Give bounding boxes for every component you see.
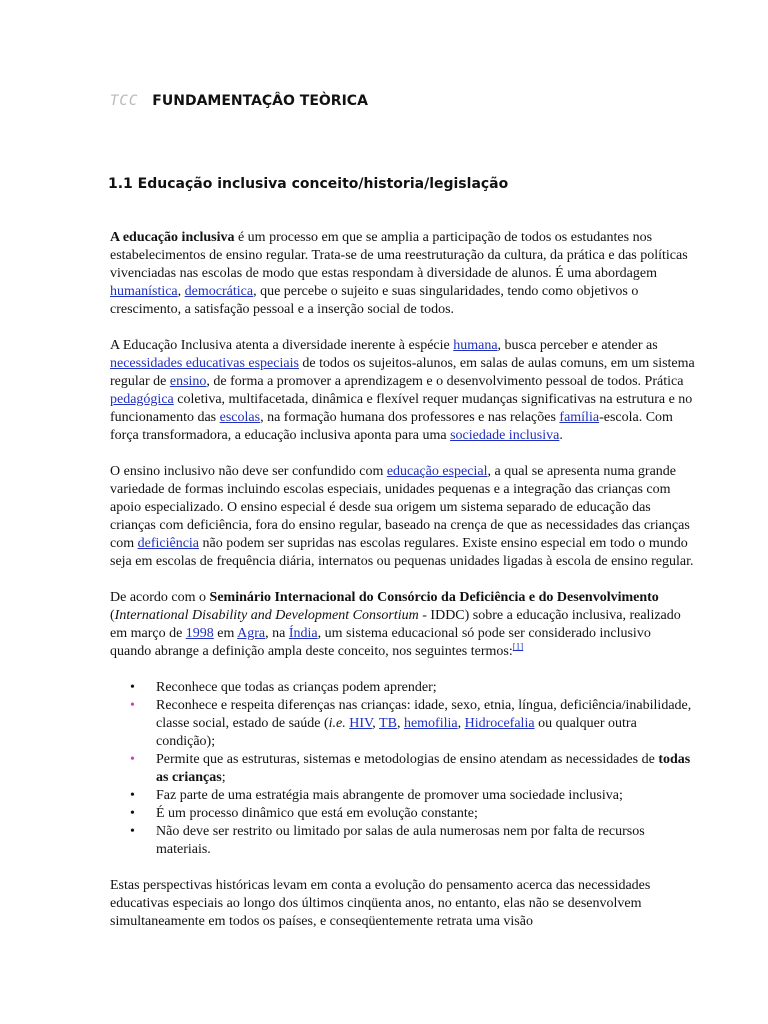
link-escolas[interactable]: escolas bbox=[219, 410, 261, 425]
link-india[interactable]: Índia bbox=[288, 626, 318, 641]
italic-term: i.e. bbox=[328, 716, 346, 731]
list-item bbox=[156, 751, 695, 787]
text: , bbox=[396, 716, 404, 731]
italic-term: International Disability and Development Consortium bbox=[114, 608, 419, 623]
text: , que percebe o sujeito e suas singularidades, tendo como objetivos o crescimento, a satisfação pessoal e a inserção social de todos. bbox=[110, 284, 639, 317]
text: não podem ser supridas nas escolas regulares. Existe ensino especial em todo o mundo seja em escolas de frequência diária, internatos ou pequenas unidades ligadas à escola de ensino regular. bbox=[110, 536, 694, 569]
bold-term: A educação inclusiva bbox=[110, 230, 235, 245]
text: A Educação Inclusiva atenta a diversidade inerente à espécie bbox=[110, 338, 454, 353]
tcc-label: TCC bbox=[110, 93, 139, 109]
paragraph-5 bbox=[110, 877, 695, 931]
link-humana[interactable]: humana bbox=[453, 338, 498, 353]
text: , na bbox=[265, 626, 289, 641]
text: em bbox=[213, 626, 238, 641]
link-hiv[interactable]: HIV bbox=[349, 716, 373, 731]
text: , a qual se apresenta numa grande variedade de formas incluindo escolas especiais, unidades pequenas e a integração das crianças com apoio especializado. O ensino especial é desde sua origem um sistema separado de educação das crianças com deficiência, fora do ensino regular, baseado na crença de que as necessidades das crianças com bbox=[110, 464, 690, 551]
paragraph-1 bbox=[110, 229, 695, 319]
link-necessidades-educativas[interactable]: necessidades educativas especiais bbox=[110, 356, 299, 371]
text: Não deve ser restrito ou limitado por salas de aula numerosas nem por falta de recursos materiais. bbox=[156, 824, 645, 857]
link-ensino[interactable]: ensino bbox=[169, 374, 207, 389]
link-familia[interactable]: família bbox=[559, 410, 600, 425]
link-deficiencia[interactable]: deficiência bbox=[137, 536, 200, 551]
list-item bbox=[156, 823, 695, 859]
document-title bbox=[110, 93, 368, 109]
title-text: FUNDAMENTAÇÂO TEÒRICA bbox=[152, 93, 368, 109]
link-democratica[interactable]: democrática bbox=[184, 284, 254, 299]
list-item bbox=[156, 697, 695, 751]
text: é um processo em que se amplia a participação de todos os estudantes nos estabelecimentos de ensino regular. Trata-se de uma reestruturação da cultura, da prática e das políticas vivenciadas nas escolas de modo que estas respondam à diversidade de alunos. É uma abordagem bbox=[110, 230, 688, 281]
link-sociedade-inclusiva[interactable]: sociedade inclusiva bbox=[450, 428, 560, 443]
link-agra[interactable]: Agra bbox=[237, 626, 266, 641]
text: Permite que as estruturas, sistemas e metodologias de ensino atendam as necessidades de bbox=[156, 752, 659, 767]
text: ( bbox=[110, 608, 115, 623]
text: Reconhece que todas as crianças podem aprender; bbox=[156, 680, 437, 695]
link-pedagogica[interactable]: pedagógica bbox=[110, 392, 174, 407]
section-heading: 1.1 Educação inclusiva conceito/historia/legislação bbox=[108, 176, 509, 192]
text: De acordo com o bbox=[110, 590, 210, 605]
list-item bbox=[156, 805, 695, 823]
paragraph-4 bbox=[110, 589, 695, 661]
list-item bbox=[156, 787, 695, 805]
text: O ensino inclusivo não deve ser confundido com bbox=[110, 464, 387, 479]
paragraph-3 bbox=[110, 463, 695, 571]
link-1998[interactable]: 1998 bbox=[185, 626, 214, 641]
link-hidrocefalia[interactable]: Hidrocefalia bbox=[464, 716, 535, 731]
document-body bbox=[110, 229, 695, 949]
text: , busca perceber e atender as bbox=[497, 338, 658, 353]
bold-term: Seminário Internacional do Consórcio da Deficiência e do Desenvolvimento bbox=[209, 590, 659, 605]
text: - IDDC) sobre a educação inclusiva, realizado em março de bbox=[110, 608, 681, 641]
text: -escola. Com força transformadora, a educação inclusiva aponta para uma bbox=[110, 410, 673, 443]
text: , na formação humana dos professores e nas relações bbox=[260, 410, 560, 425]
link-humanistica[interactable]: humanística bbox=[110, 284, 178, 299]
text: , bbox=[177, 284, 185, 299]
list-item bbox=[156, 679, 695, 697]
criteria-list bbox=[110, 679, 695, 859]
link-tb[interactable]: TB bbox=[379, 716, 397, 731]
bold-term: todas as crianças bbox=[156, 752, 691, 785]
text: , bbox=[372, 716, 380, 731]
text: , um sistema educacional só pode ser considerado inclusivo quando abrange a definição ampla deste conceito, nos seguintes termos: bbox=[110, 626, 651, 659]
link-hemofilia[interactable]: hemofilia bbox=[403, 716, 458, 731]
link-educacao-especial[interactable]: educação especial bbox=[386, 464, 488, 479]
paragraph-2 bbox=[110, 337, 695, 445]
text: ; bbox=[221, 770, 226, 785]
text: , de forma a promover a aprendizagem e o desenvolvimento pessoal de todos. Prática bbox=[206, 374, 684, 389]
text: ou qualquer outra condição); bbox=[156, 716, 637, 749]
text: , bbox=[457, 716, 465, 731]
text: Faz parte de uma estratégia mais abrangente de promover uma sociedade inclusiva; bbox=[156, 788, 623, 803]
text: . bbox=[559, 428, 563, 443]
text: Reconhece e respeita diferenças nas crianças: idade, sexo, etnia, língua, deficiência/inabilidade, classe social, estado de saúde ( bbox=[156, 698, 692, 731]
text: Estas perspectivas históricas levam em conta a evolução do pensamento acerca das necessidades educativas especiais ao longo dos últimos cinqüenta anos, no entanto, elas não se desenvolvem simultaneamente em todos os países, e conseqüentemente retrata uma visão bbox=[110, 878, 651, 929]
text: de todos os sujeitos-alunos, em salas de aulas comuns, em um sistema regular de bbox=[110, 356, 695, 389]
text: É um processo dinâmico que está em evolução constante; bbox=[156, 806, 478, 821]
text: coletiva, multifacetada, dinâmica e flexível requer mudanças significativas na estrutura e no funcionamento das bbox=[110, 392, 693, 425]
footnote-link[interactable]: [1] bbox=[512, 641, 524, 652]
